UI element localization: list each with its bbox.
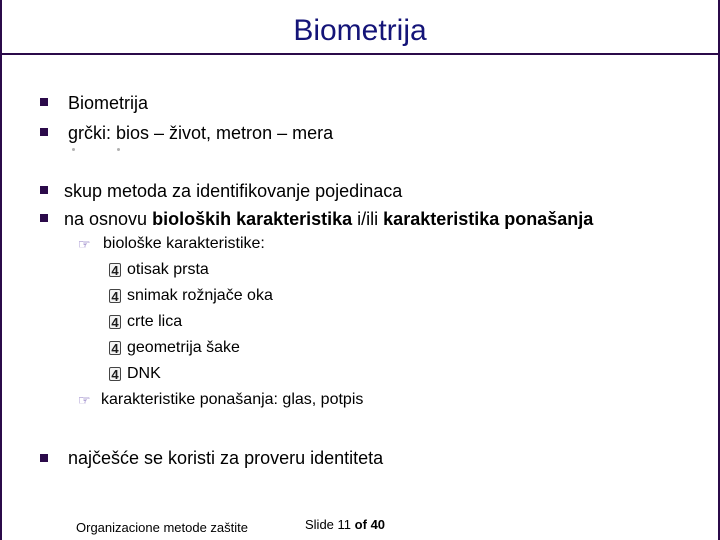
- square-bullet-icon: [40, 128, 48, 136]
- of-label: of: [354, 517, 367, 532]
- title-divider: [0, 53, 720, 55]
- subsub-bullet-text: snimak rožnjače oka: [127, 287, 273, 304]
- footer-course-title: Organizacione metode zaštite: [76, 520, 248, 535]
- bullet-text-mixed: [64, 208, 593, 230]
- bullet-segment: na osnovu: [64, 209, 153, 229]
- checkbox-4-icon: 4: [109, 367, 121, 381]
- bullet-text: grčki: bios – život, metron – mera: [68, 123, 334, 143]
- slide-left-border: [0, 0, 2, 540]
- bullet-text: skup metoda za identifikovanje pojedinaca: [64, 181, 403, 201]
- square-bullet-icon: [40, 214, 48, 222]
- bullet-segment-bold: karakteristika ponašanja: [383, 209, 594, 229]
- slide-label: Slide: [305, 517, 334, 532]
- subsub-bullet-text: geometrija šake: [127, 339, 240, 356]
- slide-title: Biometrija: [293, 14, 427, 47]
- square-bullet-icon: [40, 186, 48, 194]
- square-bullet-icon: [40, 454, 48, 462]
- decorative-dot: [117, 148, 120, 151]
- square-bullet-icon: [40, 98, 48, 106]
- checkbox-4-icon: 4: [109, 263, 121, 277]
- subsub-bullet-text: DNK: [127, 365, 161, 382]
- checkbox-4-icon: 4: [109, 341, 121, 355]
- bullet-segment: i/ili: [352, 209, 384, 229]
- sub-bullet-text: karakteristike ponašanja: glas, potpis: [101, 391, 364, 408]
- pointing-hand-icon: ☞: [78, 236, 91, 252]
- checkbox-4-icon: 4: [109, 289, 121, 303]
- bullet-text: Biometrija: [68, 93, 149, 113]
- slide-number: 11: [337, 517, 352, 532]
- pointing-hand-icon: ☞: [78, 392, 91, 408]
- footer-slide-counter: [305, 517, 385, 532]
- decorative-dot: [72, 148, 75, 151]
- sub-bullet-text: biološke karakteristike:: [103, 235, 265, 252]
- subsub-bullet-text: otisak prsta: [127, 261, 209, 278]
- checkbox-4-icon: 4: [109, 315, 121, 329]
- bullet-segment-bold: bioloških karakteristika: [152, 209, 353, 229]
- subsub-bullet-text: crte lica: [127, 313, 183, 330]
- slide-total: 40: [370, 517, 386, 532]
- bullet-text: najčešće se koristi za proveru identiteta: [68, 448, 384, 468]
